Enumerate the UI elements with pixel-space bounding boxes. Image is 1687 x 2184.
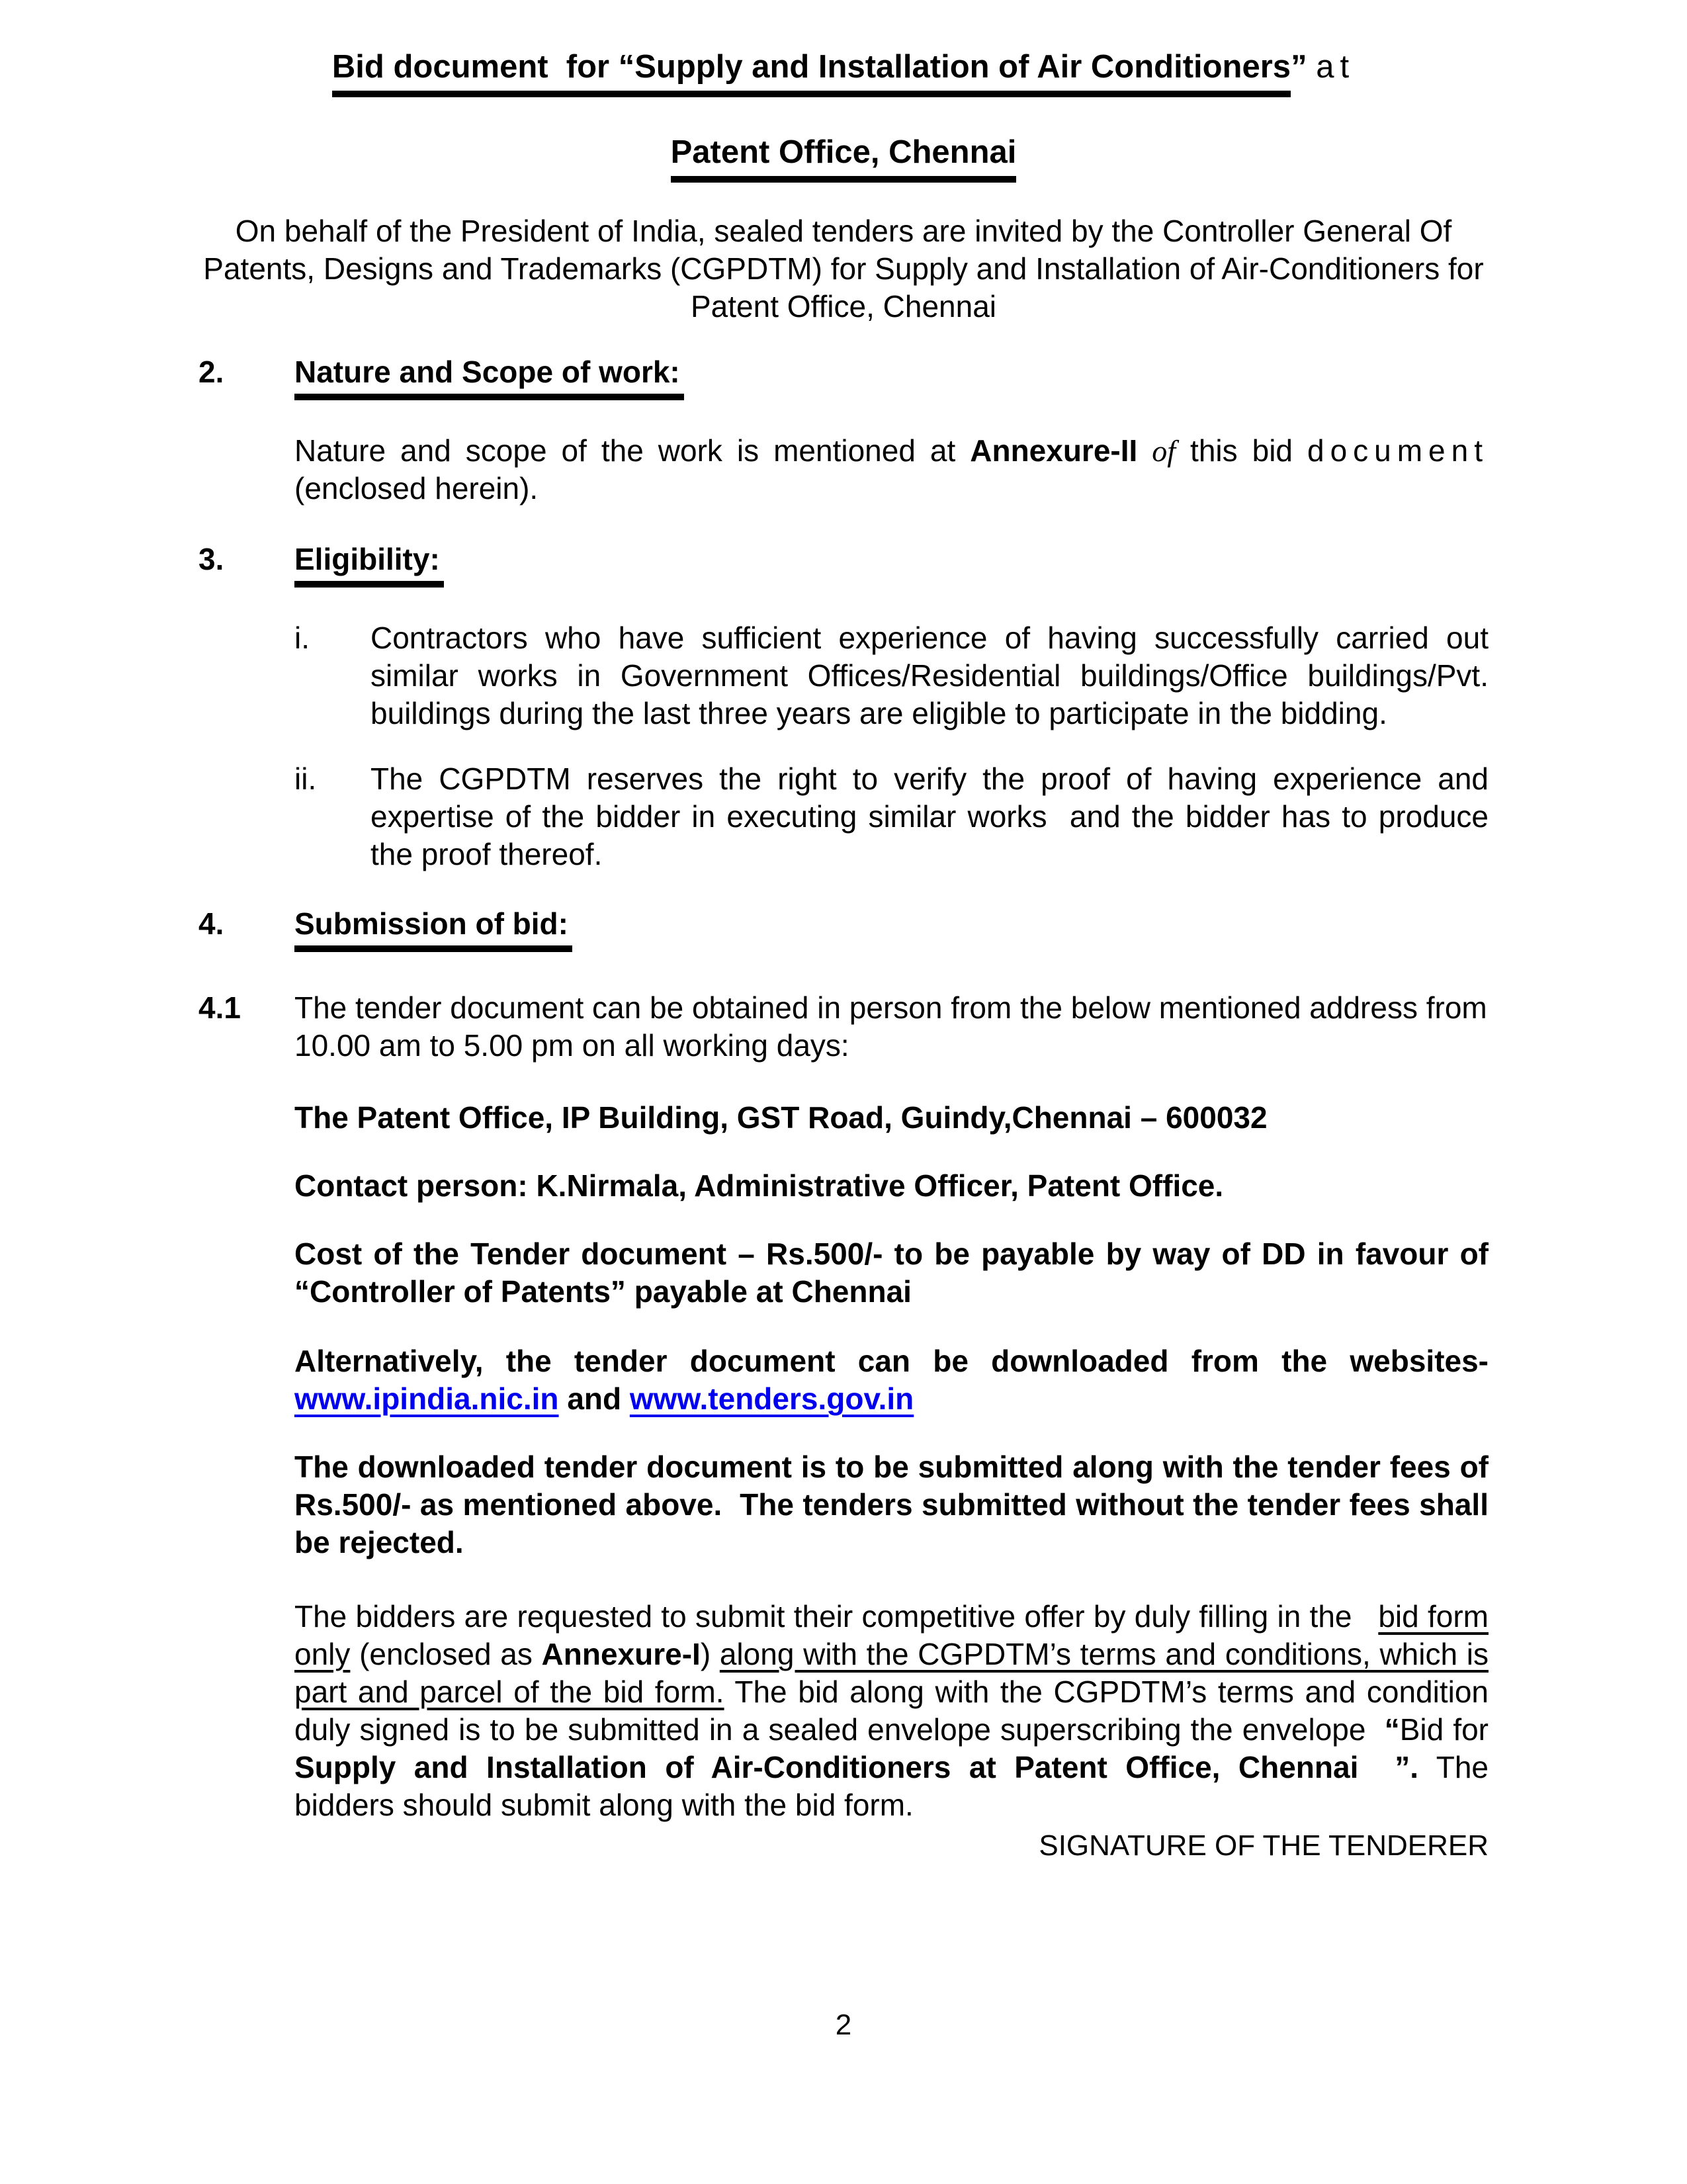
eligibility-item-ii xyxy=(294,760,1489,873)
text-segment: Annexure-I xyxy=(541,1637,701,1671)
text-segment: (enclosed as xyxy=(350,1637,542,1671)
contact-person xyxy=(294,1167,1489,1205)
clause-4-1-row xyxy=(198,989,1489,1065)
page-number: 2 xyxy=(835,2009,852,2041)
section-2-number: 2. xyxy=(198,355,224,389)
text-segment: The downloaded tender document is to be submitted along with the tender fees of Rs.500/- as mentioned above. The tenders submitted without the tender fees shall be rejected. xyxy=(294,1450,1489,1559)
text-segment: Cost of the Tender document – Rs.500/- to be payable by way of DD in favour of “Controller of Patents” payable at Chennai xyxy=(294,1237,1489,1309)
section-2-row xyxy=(198,353,1489,400)
text-segment: Nature and scope of the work is mentioned at xyxy=(294,433,971,468)
clause-4-1-number: 4.1 xyxy=(198,990,241,1025)
text-segment: at xyxy=(1316,49,1356,85)
tender-cost-paragraph xyxy=(294,1235,1489,1311)
eligibility-item-ii-text xyxy=(370,760,1489,873)
scope-paragraph xyxy=(294,432,1489,507)
text-segment: “ xyxy=(1384,1712,1400,1747)
document-title-line-2 xyxy=(198,132,1489,183)
section-3-heading: Eligibility: xyxy=(294,541,444,588)
text-segment: ” xyxy=(1291,49,1317,85)
text-segment: The bidders should submit along with the bid form. xyxy=(294,1750,1489,1822)
section-3-row xyxy=(198,541,1489,588)
intro-paragraph xyxy=(182,212,1505,326)
text-segment: Bid for xyxy=(1399,1712,1489,1747)
text-segment: this bid xyxy=(1176,433,1307,468)
downloaded-tender-paragraph xyxy=(294,1448,1489,1561)
download-websites-paragraph xyxy=(294,1342,1489,1418)
text-segment: The Patent Office, IP Building, GST Road, Guindy,Chennai – 600032 xyxy=(294,1100,1268,1135)
text-segment: Bid document for “Supply and Installation of Air Conditioners xyxy=(332,46,1291,97)
section-3-number: 3. xyxy=(198,542,224,576)
text-segment: and xyxy=(558,1381,630,1416)
text-segment: Patent Office, Chennai xyxy=(671,132,1017,183)
section-4-heading: Submission of bid: xyxy=(294,905,572,952)
bidders-instructions-paragraph xyxy=(294,1598,1489,1824)
text-segment: document xyxy=(1307,433,1489,468)
text-segment: Contact person: K.Nirmala, Administrative Officer, Patent Office. xyxy=(294,1168,1224,1203)
ipindia-website-link[interactable]: www.ipindia.nic.in xyxy=(294,1381,559,1416)
text-segment: of xyxy=(1152,434,1176,468)
eligibility-item-ii-marker: ii. xyxy=(294,762,317,796)
office-address xyxy=(294,1099,1489,1137)
text-segment: (enclosed herein). xyxy=(294,471,539,505)
text-segment: The CGPDTM reserves the right to verify the proof of having experience and expertise of the bidder in executing similar works and the bidder has to produce the proof thereof. xyxy=(370,762,1489,871)
text-segment: Alternatively, the tender document can be downloaded from the websites- xyxy=(294,1344,1489,1378)
text-segment: bid form only xyxy=(294,1599,1489,1671)
text-segment: along with the CGPDTM’s terms and conditions, which is part and parcel of the bid form. xyxy=(294,1637,1489,1709)
eligibility-item-i xyxy=(294,619,1489,732)
eligibility-item-i-marker: i. xyxy=(294,621,310,655)
clause-4-1-text xyxy=(294,989,1489,1065)
text-segment: The tender document can be obtained in person from the below mentioned address from 10.00 am to 5.00 pm on all working days: xyxy=(294,990,1487,1063)
text-segment: The bid along with the CGPDTM’s terms and condition duly signed is to be submitted in a sealed envelope superscribing the envelope xyxy=(294,1675,1489,1747)
text-segment: On behalf of the President of India, sealed tenders are invited by the Controller General Of Patents, Designs and Trademarks (CGPDTM) for Supply and Installation of Air-Conditioners for Patent Office, Chennai xyxy=(203,214,1484,324)
document-title-line-1 xyxy=(198,46,1489,97)
text-segment: Supply and Installation of Air-Conditioners at Patent Office, Chennai ”. xyxy=(294,1750,1419,1784)
eligibility-item-i-text xyxy=(370,619,1489,732)
section-2-heading: Nature and Scope of work: xyxy=(294,353,684,400)
section-4-row xyxy=(198,905,1489,952)
text-segment xyxy=(1137,433,1152,468)
section-4-number: 4. xyxy=(198,906,224,941)
text-segment: ) xyxy=(700,1637,720,1671)
text-segment: The bidders are requested to submit their competitive offer by duly filling in the xyxy=(294,1599,1379,1634)
text-segment: Annexure-II xyxy=(970,433,1138,468)
text-segment: Contractors who have sufficient experience of having successfully carried out similar works in Government Offices/Residential buildings/Office buildings/Pvt. buildings during the last three years are eligible to participate in the bidding. xyxy=(370,621,1489,730)
tenders-website-link[interactable]: www.tenders.gov.in xyxy=(629,1381,914,1416)
signature-label: SIGNATURE OF THE TENDERER xyxy=(1039,1829,1489,1862)
